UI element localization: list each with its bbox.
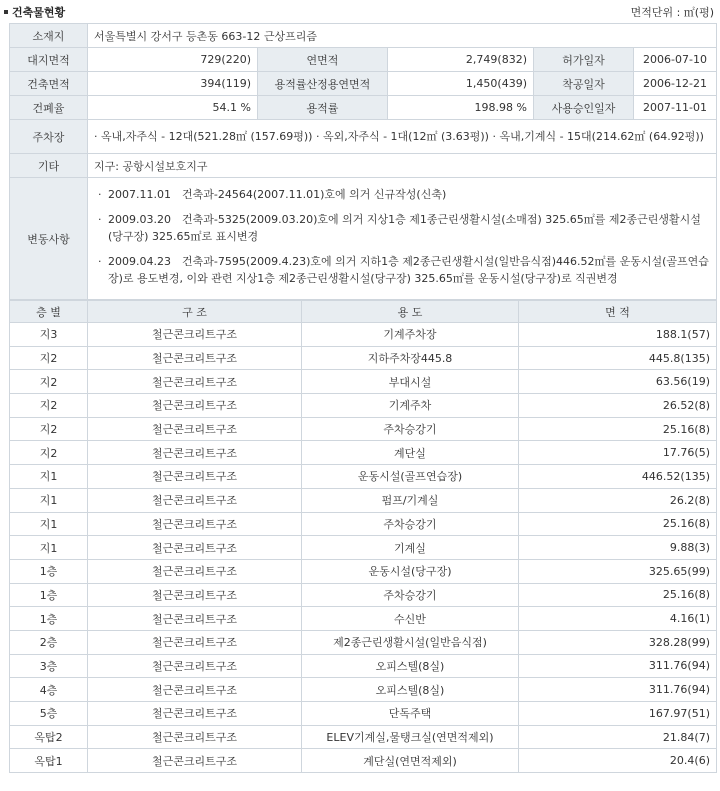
area-cell: 328.28(99) [519, 630, 717, 654]
ratio-row [10, 96, 717, 120]
table-row [10, 630, 717, 654]
site-area-value: 729(220) [88, 48, 258, 72]
etc-value: 지구: 공항시설보호지구 [88, 154, 717, 178]
use-cell: 주차승강기 [302, 512, 519, 536]
structure-cell: 철근콘크리트구조 [88, 465, 302, 489]
far-value: 198.98 % [388, 96, 534, 120]
area-cell: 21.84(7) [519, 725, 717, 749]
etc-row [10, 154, 717, 178]
structure-cell: 철근콘크리트구조 [88, 607, 302, 631]
use-cell: 오피스텔(8실) [302, 654, 519, 678]
area-cell: 26.2(8) [519, 488, 717, 512]
floor-cell: 옥탑2 [10, 725, 88, 749]
use-cell: 기계주차 [302, 394, 519, 418]
floor-header: 층 별 [10, 301, 88, 323]
history-row [10, 178, 717, 300]
building-area-label: 건축면적 [10, 72, 88, 96]
history-item [98, 186, 710, 203]
structure-cell: 철근콘크리트구조 [88, 559, 302, 583]
structure-cell: 철근콘크리트구조 [88, 323, 302, 347]
floor-cell: 지2 [10, 346, 88, 370]
structure-cell: 철근콘크리트구조 [88, 441, 302, 465]
structure-cell: 철근콘크리트구조 [88, 654, 302, 678]
structure-cell: 철근콘크리트구조 [88, 394, 302, 418]
approval-date-label: 사용승인일자 [534, 96, 634, 120]
start-date-value: 2006-12-21 [634, 72, 717, 96]
area-cell: 20.4(6) [519, 749, 717, 773]
floor-cell: 지2 [10, 370, 88, 394]
floor-cell: 3층 [10, 654, 88, 678]
structure-cell: 철근콘크리트구조 [88, 512, 302, 536]
use-cell: 계단실 [302, 441, 519, 465]
use-cell: 주차승강기 [302, 583, 519, 607]
floor-cell: 4층 [10, 678, 88, 702]
table-row [10, 607, 717, 631]
history-text: 건축과-24564(2007.11.01)호에 의거 신규작성(신축) [182, 188, 447, 201]
area-unit-label: 면적단위 : ㎡(평) [630, 6, 714, 19]
use-cell: 제2종근린생활시설(일반음식점) [302, 630, 519, 654]
table-row [10, 678, 717, 702]
bullet-icon: · [98, 188, 102, 201]
history-date: 2009.03.20 [108, 213, 171, 226]
structure-cell: 철근콘크리트구조 [88, 536, 302, 560]
use-cell: 오피스텔(8실) [302, 678, 519, 702]
history-item [98, 211, 710, 245]
floor-cell: 지1 [10, 512, 88, 536]
area-cell: 188.1(57) [519, 323, 717, 347]
floor-cell: 1층 [10, 559, 88, 583]
area-cell: 446.52(135) [519, 465, 717, 489]
floor-cell: 지1 [10, 536, 88, 560]
table-row [10, 559, 717, 583]
permit-date-label: 허가일자 [534, 48, 634, 72]
floor-cell: 지1 [10, 465, 88, 489]
area-cell: 26.52(8) [519, 394, 717, 418]
use-cell: 계단실(연면적제외) [302, 749, 519, 773]
structure-cell: 철근콘크리트구조 [88, 749, 302, 773]
structure-cell: 철근콘크리트구조 [88, 630, 302, 654]
etc-label: 기타 [10, 154, 88, 178]
area-cell: 445.8(135) [519, 346, 717, 370]
floor-cell: 지2 [10, 394, 88, 418]
floor-cell: 지3 [10, 323, 88, 347]
history-cell [88, 178, 717, 300]
area-row-2 [10, 72, 717, 96]
table-row [10, 583, 717, 607]
building-info-table [9, 23, 717, 300]
permit-date-value: 2006-07-10 [634, 48, 717, 72]
structure-cell: 철근콘크리트구조 [88, 678, 302, 702]
structure-cell: 철근콘크리트구조 [88, 417, 302, 441]
floor-cell: 5층 [10, 702, 88, 726]
table-row [10, 417, 717, 441]
structure-cell: 철근콘크리트구조 [88, 346, 302, 370]
bullet-icon: · [98, 213, 102, 226]
use-cell: 지하주차장445.8 [302, 346, 519, 370]
floor-cell: 1층 [10, 583, 88, 607]
parking-value: · 옥내,자주식 - 12대(521.28㎡ (157.69평)) · 옥외,자주식 - 1대(12㎡ (3.63평)) · 옥내,기계식 - 15대(214.62㎡ (64.92평)) [88, 120, 717, 154]
far-label: 용적률 [258, 96, 388, 120]
history-date: 2007.11.01 [108, 188, 171, 201]
floor-cell: 지1 [10, 488, 88, 512]
area-cell: 9.88(3) [519, 536, 717, 560]
start-date-label: 착공일자 [534, 72, 634, 96]
building-status-panel [9, 23, 716, 773]
structure-cell: 철근콘크리트구조 [88, 488, 302, 512]
total-floor-area-label: 연면적 [258, 48, 388, 72]
table-row [10, 370, 717, 394]
floor-table [9, 300, 717, 773]
history-date: 2009.04.23 [108, 255, 171, 268]
use-cell: ELEV기계실,물탱크실(연면적제외) [302, 725, 519, 749]
use-cell: 단독주택 [302, 702, 519, 726]
approval-date-value: 2007-11-01 [634, 96, 717, 120]
area-cell: 25.16(8) [519, 512, 717, 536]
area-row-1 [10, 48, 717, 72]
area-cell: 325.65(99) [519, 559, 717, 583]
table-row [10, 654, 717, 678]
table-row [10, 725, 717, 749]
history-list [94, 178, 710, 299]
total-floor-area-value: 2,749(832) [388, 48, 534, 72]
structure-cell: 철근콘크리트구조 [88, 370, 302, 394]
use-cell: 기계주차장 [302, 323, 519, 347]
use-cell: 주차승강기 [302, 417, 519, 441]
history-text: 건축과-5325(2009.03.20)호에 의거 지상1층 제1종근린생활시설(소매점) 325.65㎡를 제2종근린생활시설(당구장) 325.65㎡로 표시변경 [108, 213, 701, 243]
table-row [10, 702, 717, 726]
building-area-value: 394(119) [88, 72, 258, 96]
address-value: 서울특별시 강서구 등촌동 663-12 근상프리즘 [88, 24, 717, 48]
floor-cell: 지2 [10, 441, 88, 465]
table-row [10, 441, 717, 465]
table-row [10, 488, 717, 512]
area-cell: 311.76(94) [519, 654, 717, 678]
table-row [10, 323, 717, 347]
floor-table-header [10, 301, 717, 323]
site-area-label: 대지면적 [10, 48, 88, 72]
bullet-icon: · [98, 255, 102, 268]
structure-cell: 철근콘크리트구조 [88, 725, 302, 749]
table-row [10, 749, 717, 773]
area-cell: 25.16(8) [519, 583, 717, 607]
floor-cell: 1층 [10, 607, 88, 631]
structure-cell: 철근콘크리트구조 [88, 702, 302, 726]
area-cell: 17.76(5) [519, 441, 717, 465]
parking-row [10, 120, 717, 154]
section-title-text: 건축물현황 [12, 6, 66, 19]
area-header: 면 적 [519, 301, 717, 323]
use-cell: 운동시설(골프연습장) [302, 465, 519, 489]
history-label: 변동사항 [10, 178, 88, 300]
table-row [10, 346, 717, 370]
parking-label: 주차장 [10, 120, 88, 154]
area-cell: 311.76(94) [519, 678, 717, 702]
floor-cell: 지2 [10, 417, 88, 441]
area-cell: 167.97(51) [519, 702, 717, 726]
floor-table-body [10, 323, 717, 773]
use-cell: 기계실 [302, 536, 519, 560]
structure-cell: 철근콘크리트구조 [88, 583, 302, 607]
far-area-label: 용적률산정용연면적 [258, 72, 388, 96]
history-item [98, 253, 710, 287]
floor-cell: 옥탑1 [10, 749, 88, 773]
history-text: 건축과-7595(2009.4.23)호에 의거 지하1층 제2종근린생활시설(일반음식점)446.52㎡를 운동시설(골프연습장)로 용도변경, 이와 관련 지상1층 제2종근린생활시설(당구장) 325.65㎡를 운동시설(당구장)로 직권변경 [108, 255, 709, 285]
table-row [10, 536, 717, 560]
address-row [10, 24, 717, 48]
area-cell: 25.16(8) [519, 417, 717, 441]
square-bullet-icon [4, 10, 8, 14]
table-row [10, 394, 717, 418]
use-cell: 부대시설 [302, 370, 519, 394]
table-row [10, 512, 717, 536]
table-row [10, 465, 717, 489]
section-title [4, 4, 65, 20]
use-header: 용 도 [302, 301, 519, 323]
use-cell: 수신반 [302, 607, 519, 631]
section-header [0, 0, 720, 18]
floor-cell: 2층 [10, 630, 88, 654]
bcr-label: 건폐율 [10, 96, 88, 120]
area-cell: 4.16(1) [519, 607, 717, 631]
structure-header: 구 조 [88, 301, 302, 323]
use-cell: 펌프/기계실 [302, 488, 519, 512]
far-area-value: 1,450(439) [388, 72, 534, 96]
address-label: 소재지 [10, 24, 88, 48]
area-cell: 63.56(19) [519, 370, 717, 394]
bcr-value: 54.1 % [88, 96, 258, 120]
use-cell: 운동시설(당구장) [302, 559, 519, 583]
